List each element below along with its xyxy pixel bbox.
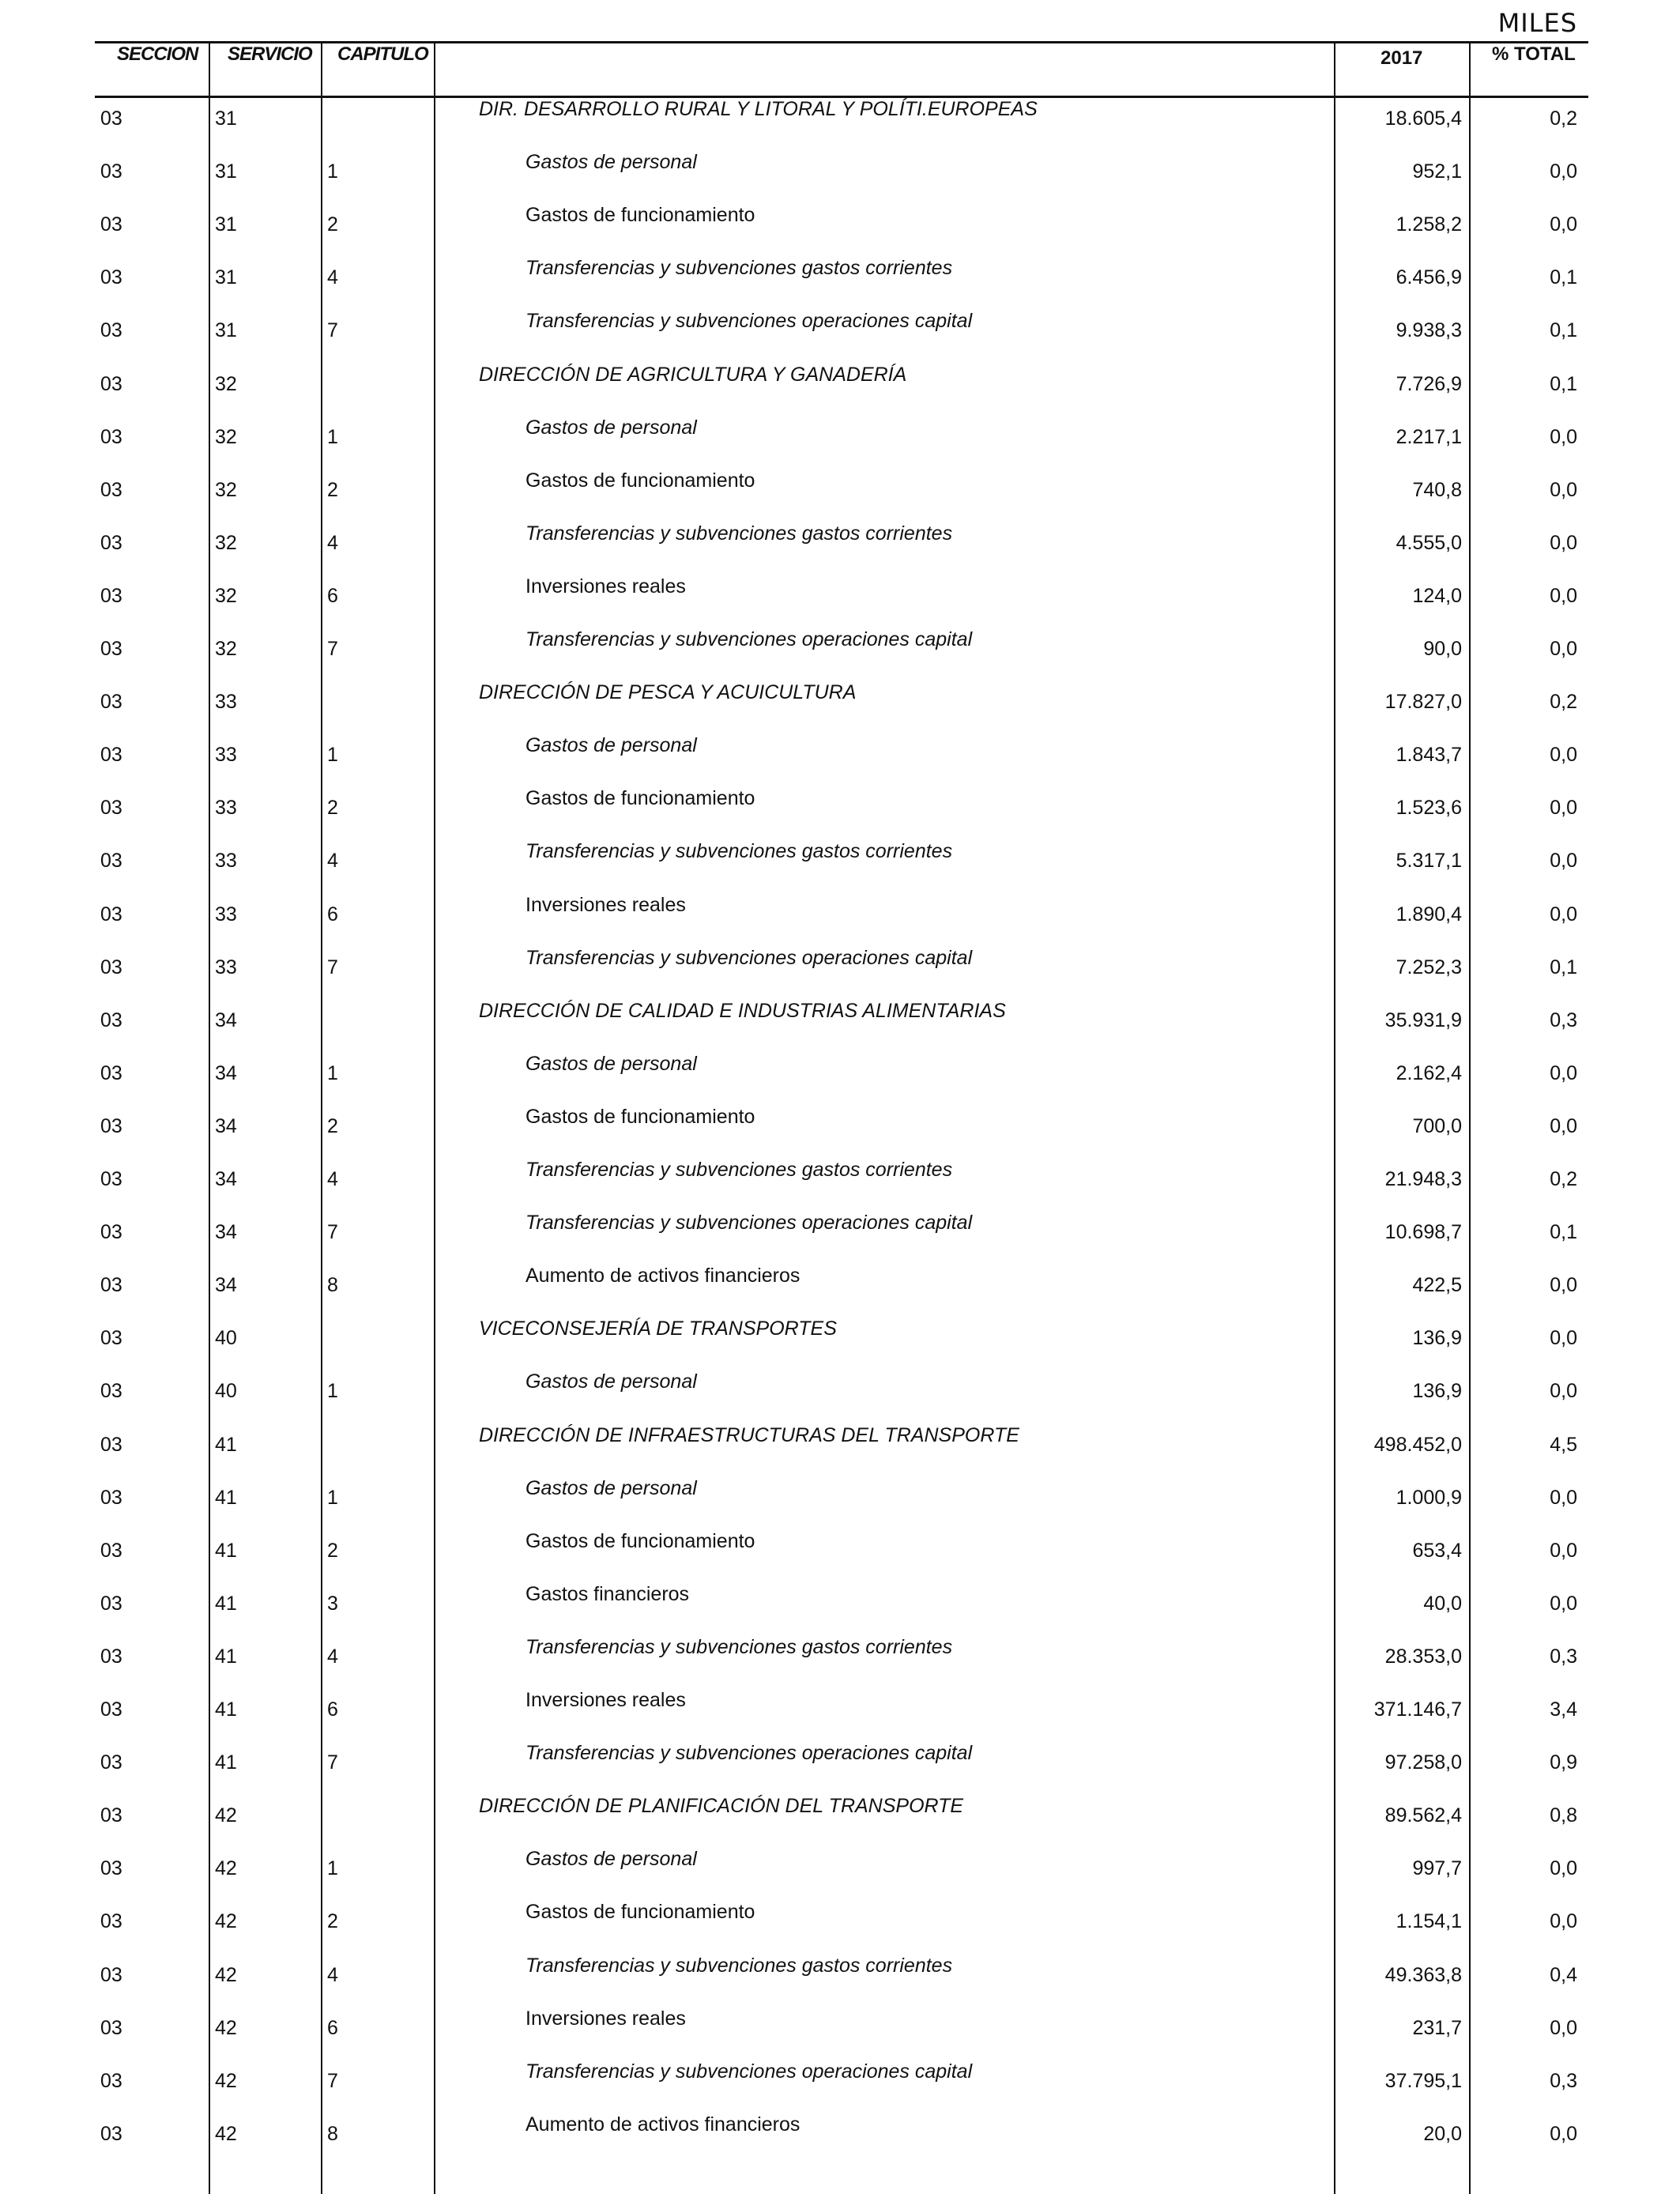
cell-capitulo: 6 [327, 1698, 338, 1721]
cell-importe: 89.562,4 [1384, 1804, 1462, 1827]
cell-seccion: 03 [100, 1698, 122, 1721]
cell-seccion: 03 [100, 1857, 122, 1880]
cell-importe: 1.000,9 [1396, 1486, 1462, 1509]
cell-importe: 18.605,4 [1384, 107, 1462, 130]
table-row [0, 681, 1680, 734]
cell-descripcion: Transferencias y subvenciones gastos corrientes [525, 1159, 953, 1181]
cell-descripcion: Inversiones reales [525, 1689, 686, 1711]
cell-descripcion: Transferencias y subvenciones gastos corrientes [525, 840, 953, 863]
cell-seccion: 03 [100, 903, 122, 925]
cell-capitulo: 2 [327, 478, 338, 501]
cell-capitulo: 7 [327, 1751, 338, 1774]
cell-servicio: 42 [215, 1910, 237, 1933]
cell-importe: 700,0 [1412, 1114, 1462, 1137]
cell-seccion: 03 [100, 266, 122, 289]
cell-servicio: 41 [215, 1433, 237, 1456]
cell-descripcion: Gastos de funcionamiento [525, 1901, 755, 1924]
table-row [0, 1955, 1680, 2007]
table-row [0, 1318, 1680, 1370]
table-row [0, 469, 1680, 522]
cell-pct-total: 0,0 [1550, 160, 1577, 183]
cell-descripcion: Gastos de funcionamiento [525, 469, 755, 492]
cell-descripcion: Transferencias y subvenciones gastos corrientes [525, 522, 953, 545]
cell-capitulo: 1 [327, 744, 338, 767]
cell-seccion: 03 [100, 2122, 122, 2145]
cell-descripcion: Aumento de activos financieros [525, 2113, 800, 2136]
cell-importe: 2.217,1 [1396, 425, 1462, 448]
cell-seccion: 03 [100, 478, 122, 501]
cell-pct-total: 0,9 [1550, 1751, 1577, 1774]
cell-descripcion: Transferencias y subvenciones operaciones capital [525, 628, 973, 650]
cell-descripcion: DIRECCIÓN DE AGRICULTURA Y GANADERÍA [479, 363, 907, 386]
cell-pct-total: 0,0 [1550, 903, 1577, 925]
table-row [0, 1053, 1680, 1106]
cell-importe: 4.555,0 [1396, 531, 1462, 554]
cell-pct-total: 0,0 [1550, 2122, 1577, 2145]
cell-seccion: 03 [100, 1327, 122, 1350]
table-row [0, 1106, 1680, 1159]
cell-seccion: 03 [100, 744, 122, 767]
cell-seccion: 03 [100, 1433, 122, 1456]
cell-descripcion: Inversiones reales [525, 575, 686, 598]
cell-importe: 740,8 [1412, 478, 1462, 501]
cell-seccion: 03 [100, 1380, 122, 1403]
table-row [0, 1159, 1680, 1212]
table-row [0, 2113, 1680, 2166]
cell-importe: 1.843,7 [1396, 744, 1462, 767]
cell-descripcion: Gastos de personal [525, 1052, 697, 1075]
cell-pct-total: 0,0 [1550, 797, 1577, 820]
cell-servicio: 42 [215, 2016, 237, 2039]
cell-descripcion: DIRECCIÓN DE PLANIFICACIÓN DEL TRANSPORTE [479, 1795, 964, 1818]
cell-servicio: 32 [215, 478, 237, 501]
cell-capitulo: 1 [327, 160, 338, 183]
cell-servicio: 34 [215, 1274, 237, 1297]
cell-importe: 1.258,2 [1396, 213, 1462, 236]
cell-seccion: 03 [100, 107, 122, 130]
cell-pct-total: 0,0 [1550, 425, 1577, 448]
cell-descripcion: Inversiones reales [525, 893, 686, 916]
cell-pct-total: 0,0 [1550, 1327, 1577, 1350]
cell-servicio: 33 [215, 850, 237, 873]
cell-importe: 371.146,7 [1373, 1698, 1462, 1721]
cell-capitulo: 8 [327, 1274, 338, 1297]
cell-servicio: 33 [215, 744, 237, 767]
table-row [0, 840, 1680, 893]
cell-descripcion: Gastos de personal [525, 1370, 697, 1393]
cell-servicio: 31 [215, 213, 237, 236]
cell-capitulo: 7 [327, 956, 338, 978]
cell-descripcion: DIRECCIÓN DE CALIDAD E INDUSTRIAS ALIMENTARIAS [479, 999, 1006, 1022]
cell-servicio: 42 [215, 2069, 237, 2092]
table-row [0, 1848, 1680, 1901]
cell-importe: 136,9 [1412, 1380, 1462, 1403]
table-row [0, 257, 1680, 310]
cell-seccion: 03 [100, 850, 122, 873]
cell-servicio: 33 [215, 797, 237, 820]
units-label: MILES [1497, 8, 1577, 38]
header-year: 2017 [1381, 47, 1423, 69]
table-row [0, 628, 1680, 681]
cell-importe: 2.162,4 [1396, 1061, 1462, 1084]
cell-seccion: 03 [100, 1114, 122, 1137]
cell-importe: 997,7 [1412, 1857, 1462, 1880]
cell-descripcion: DIRECCIÓN DE PESCA Y ACUICULTURA [479, 681, 857, 704]
cell-pct-total: 0,0 [1550, 1857, 1577, 1880]
cell-descripcion: Transferencias y subvenciones gastos corrientes [525, 1954, 953, 1977]
table-row [0, 575, 1680, 628]
cell-descripcion: Gastos de personal [525, 151, 697, 174]
cell-servicio: 34 [215, 1168, 237, 1190]
cell-pct-total: 0,2 [1550, 1168, 1577, 1190]
cell-importe: 37.795,1 [1384, 2069, 1462, 2092]
cell-servicio: 32 [215, 372, 237, 395]
cell-seccion: 03 [100, 1168, 122, 1190]
cell-descripcion: Inversiones reales [525, 2007, 686, 2030]
cell-importe: 1.154,1 [1396, 1910, 1462, 1933]
cell-capitulo: 4 [327, 531, 338, 554]
table-row [0, 1370, 1680, 1423]
table-row [0, 310, 1680, 363]
table-row [0, 1901, 1680, 1954]
table-row [0, 1212, 1680, 1265]
cell-pct-total: 0,1 [1550, 956, 1577, 978]
cell-importe: 17.827,0 [1384, 691, 1462, 714]
cell-seccion: 03 [100, 1804, 122, 1827]
cell-descripcion: DIR. DESARROLLO RURAL Y LITORAL Y POLÍTI.EUROPEAS [479, 98, 1038, 120]
cell-servicio: 33 [215, 691, 237, 714]
cell-capitulo: 7 [327, 319, 338, 342]
cell-capitulo: 1 [327, 1061, 338, 1084]
table-row [0, 2060, 1680, 2113]
cell-pct-total: 0,0 [1550, 2016, 1577, 2039]
cell-capitulo: 6 [327, 584, 338, 607]
cell-descripcion: Gastos de personal [525, 1476, 697, 1499]
cell-capitulo: 7 [327, 1221, 338, 1244]
cell-importe: 7.252,3 [1396, 956, 1462, 978]
cell-pct-total: 0,1 [1550, 1221, 1577, 1244]
cell-servicio: 40 [215, 1380, 237, 1403]
cell-servicio: 33 [215, 903, 237, 925]
cell-importe: 90,0 [1423, 638, 1462, 660]
cell-servicio: 34 [215, 1061, 237, 1084]
cell-descripcion: Gastos de personal [525, 734, 697, 757]
cell-importe: 136,9 [1412, 1327, 1462, 1350]
cell-descripcion: Transferencias y subvenciones operaciones capital [525, 310, 973, 333]
table-row [0, 2007, 1680, 2060]
cell-capitulo: 6 [327, 903, 338, 925]
cell-capitulo: 1 [327, 425, 338, 448]
cell-pct-total: 0,2 [1550, 691, 1577, 714]
cell-importe: 6.456,9 [1396, 266, 1462, 289]
cell-pct-total: 0,0 [1550, 1114, 1577, 1137]
cell-pct-total: 0,8 [1550, 1804, 1577, 1827]
cell-servicio: 41 [215, 1486, 237, 1509]
cell-capitulo: 7 [327, 638, 338, 660]
cell-importe: 9.938,3 [1396, 319, 1462, 342]
cell-servicio: 41 [215, 1751, 237, 1774]
cell-descripcion: Transferencias y subvenciones operaciones capital [525, 2060, 973, 2083]
cell-capitulo: 2 [327, 1114, 338, 1137]
cell-seccion: 03 [100, 160, 122, 183]
cell-importe: 952,1 [1412, 160, 1462, 183]
cell-pct-total: 0,0 [1550, 638, 1577, 660]
cell-importe: 1.523,6 [1396, 797, 1462, 820]
cell-pct-total: 0,0 [1550, 478, 1577, 501]
cell-pct-total: 0,0 [1550, 1486, 1577, 1509]
cell-importe: 5.317,1 [1396, 850, 1462, 873]
cell-pct-total: 4,5 [1550, 1433, 1577, 1456]
cell-pct-total: 0,0 [1550, 1380, 1577, 1403]
cell-importe: 653,4 [1412, 1539, 1462, 1562]
cell-capitulo: 1 [327, 1857, 338, 1880]
table-row [0, 204, 1680, 257]
cell-servicio: 34 [215, 1008, 237, 1031]
cell-descripcion: Gastos de funcionamiento [525, 1529, 755, 1552]
cell-importe: 20,0 [1423, 2122, 1462, 2145]
cell-descripcion: Transferencias y subvenciones gastos corrientes [525, 1635, 953, 1658]
cell-servicio: 32 [215, 531, 237, 554]
cell-capitulo: 2 [327, 797, 338, 820]
cell-servicio: 41 [215, 1645, 237, 1668]
cell-servicio: 32 [215, 638, 237, 660]
cell-importe: 49.363,8 [1384, 1963, 1462, 1986]
cell-servicio: 31 [215, 266, 237, 289]
cell-capitulo: 8 [327, 2122, 338, 2145]
cell-seccion: 03 [100, 1486, 122, 1509]
cell-servicio: 34 [215, 1221, 237, 1244]
cell-capitulo: 3 [327, 1592, 338, 1615]
cell-pct-total: 0,0 [1550, 531, 1577, 554]
cell-capitulo: 2 [327, 1539, 338, 1562]
table-row [0, 1689, 1680, 1742]
cell-capitulo: 1 [327, 1380, 338, 1403]
cell-importe: 231,7 [1412, 2016, 1462, 2039]
cell-servicio: 40 [215, 1327, 237, 1350]
cell-capitulo: 4 [327, 266, 338, 289]
cell-servicio: 31 [215, 160, 237, 183]
cell-pct-total: 0,0 [1550, 1592, 1577, 1615]
table-row [0, 522, 1680, 575]
cell-pct-total: 0,0 [1550, 1910, 1577, 1933]
table-row [0, 1583, 1680, 1636]
cell-pct-total: 0,0 [1550, 213, 1577, 236]
cell-capitulo: 4 [327, 1645, 338, 1668]
cell-importe: 10.698,7 [1384, 1221, 1462, 1244]
cell-capitulo: 1 [327, 1486, 338, 1509]
table-row [0, 1000, 1680, 1053]
table-row [0, 364, 1680, 417]
cell-pct-total: 0,0 [1550, 1539, 1577, 1562]
table-row [0, 1477, 1680, 1530]
header-top-rule [95, 41, 1588, 43]
cell-seccion: 03 [100, 1963, 122, 1986]
cell-descripcion: Transferencias y subvenciones gastos corrientes [525, 257, 953, 280]
cell-capitulo: 4 [327, 1168, 338, 1190]
cell-seccion: 03 [100, 1061, 122, 1084]
cell-pct-total: 0,3 [1550, 1645, 1577, 1668]
cell-pct-total: 3,4 [1550, 1698, 1577, 1721]
cell-importe: 35.931,9 [1384, 1008, 1462, 1031]
cell-servicio: 41 [215, 1698, 237, 1721]
cell-servicio: 41 [215, 1539, 237, 1562]
header-seccion: SECCION [117, 43, 198, 65]
cell-descripcion: Transferencias y subvenciones operaciones capital [525, 1212, 973, 1235]
cell-seccion: 03 [100, 797, 122, 820]
cell-importe: 97.258,0 [1384, 1751, 1462, 1774]
cell-servicio: 42 [215, 1857, 237, 1880]
cell-pct-total: 0,1 [1550, 372, 1577, 395]
cell-importe: 21.948,3 [1384, 1168, 1462, 1190]
cell-pct-total: 0,0 [1550, 584, 1577, 607]
cell-descripcion: DIRECCIÓN DE INFRAESTRUCTURAS DEL TRANSPORTE [479, 1423, 1019, 1446]
cell-seccion: 03 [100, 425, 122, 448]
cell-importe: 124,0 [1412, 584, 1462, 607]
table-row [0, 98, 1680, 151]
cell-descripcion: Gastos de funcionamiento [525, 204, 755, 227]
cell-servicio: 31 [215, 319, 237, 342]
table-row [0, 1636, 1680, 1689]
cell-descripcion: Gastos financieros [525, 1582, 690, 1605]
cell-capitulo: 2 [327, 213, 338, 236]
header-pct-total: % TOTAL [1492, 43, 1576, 65]
cell-pct-total: 0,1 [1550, 266, 1577, 289]
table-row [0, 947, 1680, 1000]
cell-seccion: 03 [100, 2069, 122, 2092]
cell-servicio: 32 [215, 584, 237, 607]
cell-pct-total: 0,3 [1550, 1008, 1577, 1031]
cell-importe: 7.726,9 [1396, 372, 1462, 395]
table-row [0, 1742, 1680, 1795]
cell-servicio: 33 [215, 956, 237, 978]
cell-servicio: 42 [215, 2122, 237, 2145]
cell-importe: 1.890,4 [1396, 903, 1462, 925]
table-row [0, 417, 1680, 469]
cell-capitulo: 4 [327, 1963, 338, 1986]
cell-pct-total: 0,3 [1550, 2069, 1577, 2092]
cell-servicio: 34 [215, 1114, 237, 1137]
cell-descripcion: Aumento de activos financieros [525, 1265, 800, 1287]
cell-seccion: 03 [100, 531, 122, 554]
cell-seccion: 03 [100, 2016, 122, 2039]
cell-capitulo: 7 [327, 2069, 338, 2092]
cell-descripcion: VICECONSEJERÍA DE TRANSPORTES [479, 1318, 837, 1340]
table-row [0, 787, 1680, 840]
cell-seccion: 03 [100, 1645, 122, 1668]
cell-seccion: 03 [100, 1539, 122, 1562]
cell-capitulo: 4 [327, 850, 338, 873]
header-capitulo: CAPITULO [337, 43, 428, 65]
cell-seccion: 03 [100, 956, 122, 978]
cell-seccion: 03 [100, 319, 122, 342]
table-row [0, 1530, 1680, 1583]
cell-pct-total: 0,1 [1550, 319, 1577, 342]
cell-seccion: 03 [100, 584, 122, 607]
cell-descripcion: Gastos de funcionamiento [525, 787, 755, 810]
cell-importe: 28.353,0 [1384, 1645, 1462, 1668]
cell-importe: 40,0 [1423, 1592, 1462, 1615]
cell-descripcion: Transferencias y subvenciones operaciones capital [525, 946, 973, 969]
table-row [0, 894, 1680, 947]
cell-descripcion: Gastos de personal [525, 416, 697, 439]
cell-pct-total: 0,0 [1550, 1274, 1577, 1297]
cell-capitulo: 2 [327, 1910, 338, 1933]
cell-seccion: 03 [100, 691, 122, 714]
table-row [0, 734, 1680, 787]
cell-servicio: 31 [215, 107, 237, 130]
cell-importe: 498.452,0 [1373, 1433, 1462, 1456]
cell-descripcion: Gastos de funcionamiento [525, 1105, 755, 1128]
cell-seccion: 03 [100, 1008, 122, 1031]
header-servicio: SERVICIO [228, 43, 312, 65]
cell-descripcion: Transferencias y subvenciones operaciones capital [525, 1742, 973, 1765]
cell-servicio: 42 [215, 1963, 237, 1986]
cell-servicio: 32 [215, 425, 237, 448]
table-row [0, 1265, 1680, 1318]
cell-servicio: 42 [215, 1804, 237, 1827]
cell-seccion: 03 [100, 1592, 122, 1615]
cell-pct-total: 0,0 [1550, 1061, 1577, 1084]
cell-descripcion: Gastos de personal [525, 1848, 697, 1871]
table-row [0, 1795, 1680, 1848]
table-row [0, 1424, 1680, 1477]
cell-seccion: 03 [100, 1221, 122, 1244]
cell-servicio: 41 [215, 1592, 237, 1615]
cell-seccion: 03 [100, 213, 122, 236]
cell-seccion: 03 [100, 372, 122, 395]
cell-seccion: 03 [100, 638, 122, 660]
cell-seccion: 03 [100, 1910, 122, 1933]
cell-seccion: 03 [100, 1274, 122, 1297]
table-row [0, 151, 1680, 204]
cell-pct-total: 0,2 [1550, 107, 1577, 130]
cell-pct-total: 0,0 [1550, 850, 1577, 873]
cell-capitulo: 6 [327, 2016, 338, 2039]
cell-importe: 422,5 [1412, 1274, 1462, 1297]
cell-pct-total: 0,0 [1550, 744, 1577, 767]
cell-seccion: 03 [100, 1751, 122, 1774]
cell-pct-total: 0,4 [1550, 1963, 1577, 1986]
